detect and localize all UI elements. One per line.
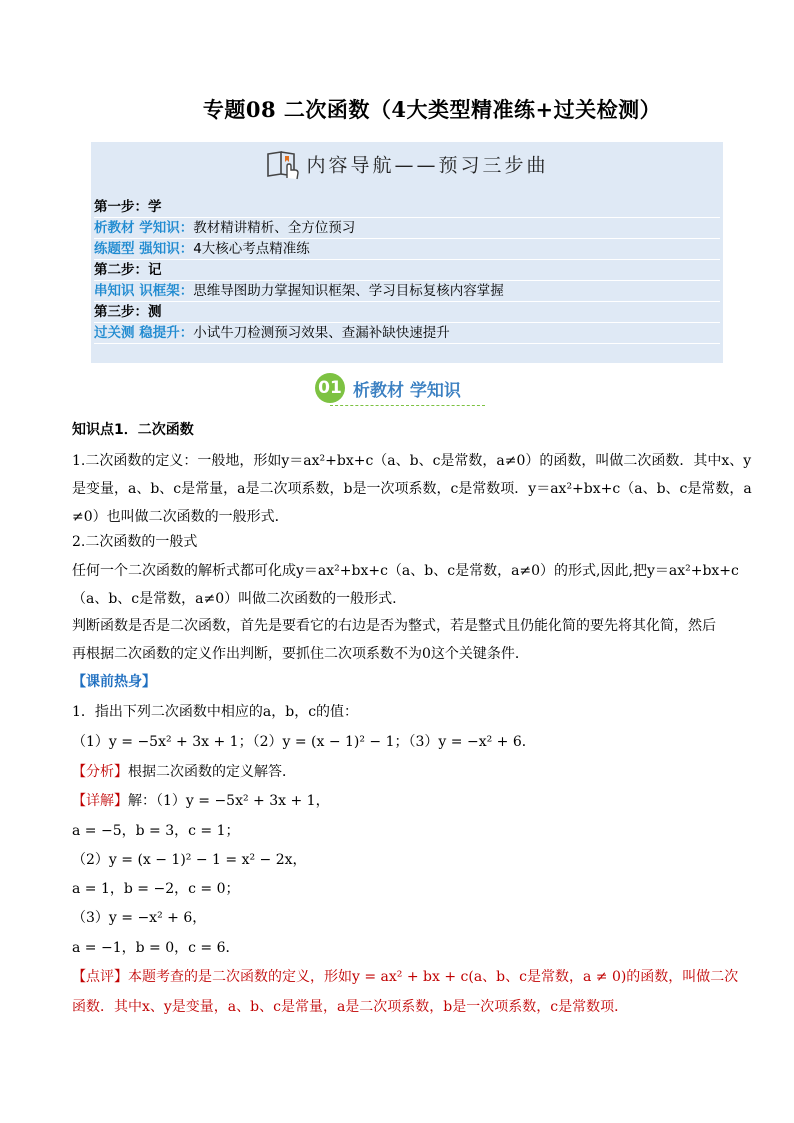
judgement-line-1: 判断函数是否是二次函数，首先是要看它的右边是否为整式，若是整式且仍能化简的要先将其化简，然后: [72, 618, 716, 634]
nav-row-label: 第三步：测: [94, 304, 162, 320]
nav-row-text: 小试牛刀检测预习效果、查漏补缺快速提升: [193, 325, 450, 341]
analysis-line: [72, 762, 296, 782]
nav-row-text: 教材精讲精析、全方位预习: [193, 220, 356, 236]
nav-row-test: [94, 324, 720, 344]
detail-line-3: （2）y = (x − 1)² − 1 = x² − 2x，: [72, 852, 307, 868]
section-title: 析教材 学知识: [353, 381, 461, 401]
nav-row-label: 析教材 学知识：: [94, 220, 194, 236]
comment-line-2: 函数．其中x、y是变量，a、b、c是常量，a是二次项系数，b是一次项系数，c是常数项．: [72, 999, 629, 1015]
detail-tag: 【详解】: [72, 793, 128, 809]
nav-row-text: 4大核心考点精准练: [193, 241, 310, 257]
page-title: 专题08 二次函数（4大类型精准练+过关检测）: [202, 97, 662, 122]
nav-row-step2: [94, 261, 720, 281]
section-number-badge: 01: [315, 373, 345, 403]
nav-row-label: 串知识 识框架：: [94, 283, 194, 299]
analysis-text: 根据二次函数的定义解答．: [128, 764, 296, 780]
section-underline: [330, 405, 485, 406]
nav-row-connect: [94, 282, 720, 302]
nav-row-label: 过关测 稳提升：: [94, 325, 194, 341]
nav-row-step1: [94, 198, 720, 218]
section-header: [0, 372, 794, 408]
analysis-tag: 【分析】: [72, 764, 128, 780]
general-form-line-2: （a、b、c是常数，a≠0）叫做二次函数的一般形式.: [72, 591, 397, 607]
nav-row-label: 练题型 强知识：: [94, 241, 194, 257]
nav-row-text: 思维导图助力掌握知识框架、学习目标复核内容掌握: [193, 283, 504, 299]
nav-heading: [91, 148, 723, 184]
detail-line-5: （3）y = −x² + 6，: [72, 910, 207, 926]
book-hand-icon: [265, 148, 301, 180]
comment-line-1: [72, 967, 738, 987]
nav-heading-text: 内容导航——预习三步曲: [306, 154, 549, 177]
definition-line-3: ≠0）也叫做二次函数的一般形式．: [72, 509, 289, 525]
nav-row-analyze: [94, 219, 720, 239]
judgement-line-2: 再根据二次函数的定义作出判断，要抓住二次项系数不为0这个关键条件．: [72, 646, 529, 662]
detail-line-6: a = −1，b = 0，c = 6．: [72, 940, 240, 956]
nav-row-label: 第二步：记: [94, 262, 162, 278]
detail-line-4: a = 1，b = −2，c = 0；: [72, 881, 240, 897]
knowledge-point-title: 知识点1．二次函数: [72, 422, 194, 438]
comment-tag: 【点评】: [72, 969, 128, 985]
general-form-title: 2.二次函数的一般式: [72, 534, 198, 550]
nav-row-label: 第一步：学: [94, 199, 162, 215]
warmup-heading: 【课前热身】: [72, 674, 156, 690]
general-form-line-1: 任何一个二次函数的解析式都可化成y＝ax²+bx+c（a、b、c是常数，a≠0）的形式,因此,把y＝ax²+bx+c: [72, 563, 739, 579]
nav-row-practice: [94, 240, 720, 260]
detail-line-2: a = −5，b = 3，c = 1；: [72, 823, 240, 839]
definition-line-1: 1.二次函数的定义：一般地，形如y＝ax²+bx+c（a、b、c是常数，a≠0）的函数，叫做二次函数．其中x、y: [72, 453, 752, 469]
question-1-items: （1）y = −5x² + 3x + 1；（2）y = (x − 1)² − 1；（3）y = −x² + 6．: [72, 734, 536, 750]
content-navigation-box: [91, 142, 723, 363]
detail-text: 解：（1）y = −5x² + 3x + 1，: [128, 793, 330, 809]
definition-line-2: 是变量，a、b、c是常量，a是二次项系数，b是一次项系数，c是常数项．y＝ax²+bx+c（a、b、c是常数，a: [72, 481, 752, 497]
question-1: 1．指出下列二次函数中相应的a，b，c的值：: [72, 704, 359, 720]
nav-row-step3: [94, 303, 720, 323]
detail-line-1: [72, 791, 330, 811]
comment-text: 本题考查的是二次函数的定义，形如y = ax² + bx + c(a、b、c是常数，a ≠ 0)的函数，叫做二次: [128, 969, 739, 985]
